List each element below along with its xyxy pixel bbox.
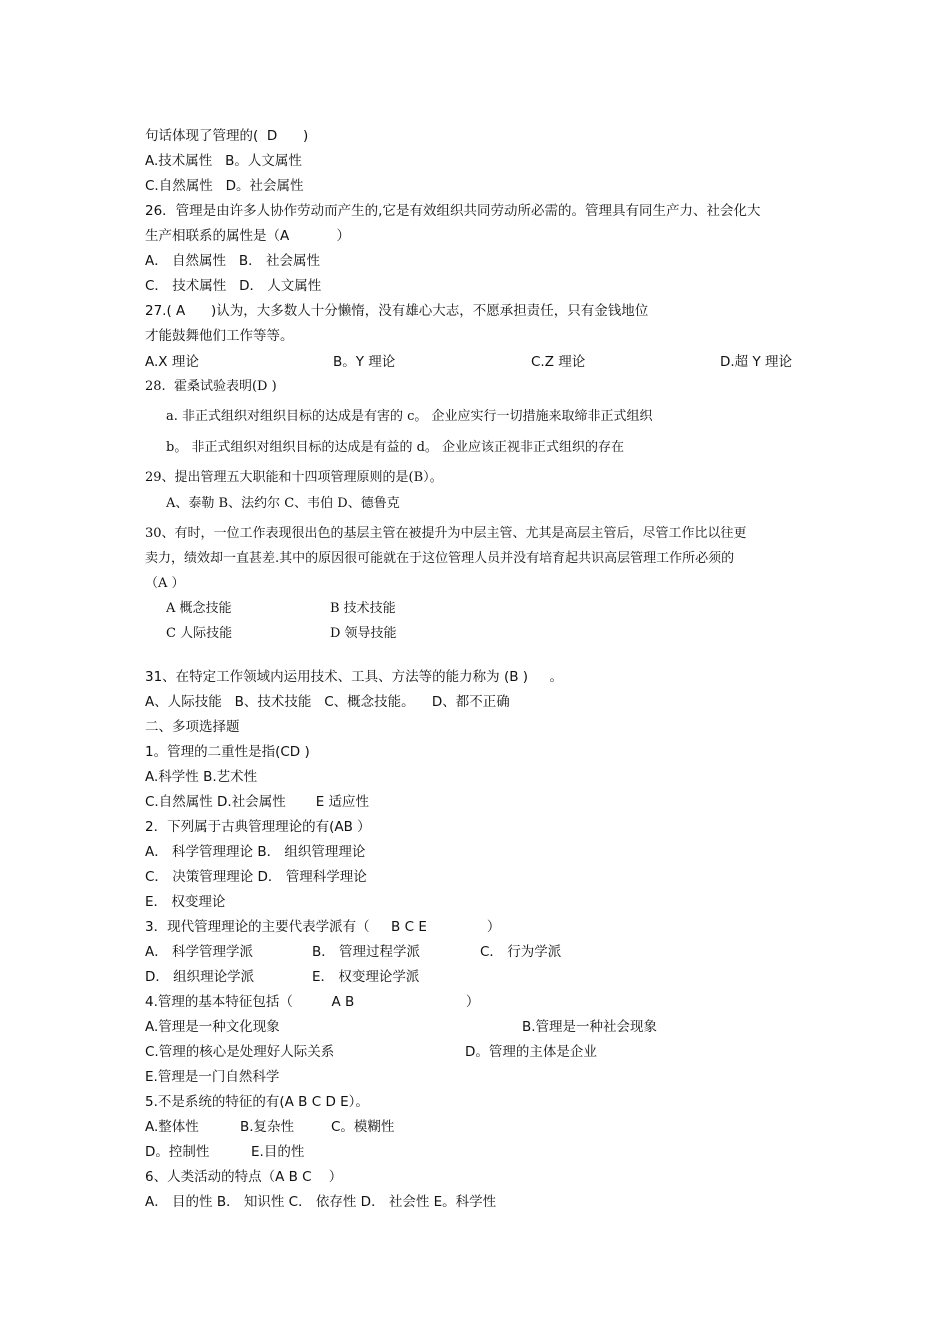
text-line: 26．管理是由许多人协作劳动而产生的,它是有效组织共同劳动所必需的。管理具有同生产力、社会化大 [145,203,761,219]
option-scientific-school: A． 科学管理学派 [145,944,254,960]
text-line: A． 自然属性 B． 社会属性 [145,253,320,269]
text-line: 27.( A )认为，大多数人十分懒惰，没有雄心大志，不愿承担责任，只有金钱地位 [145,303,649,319]
option-fuzziness: C。模糊性 [331,1119,395,1135]
text-line: 句话体现了管理的( D ) [145,128,309,144]
option-control: D。控制性 [145,1144,210,1160]
text-line: 2．下列属于古典管理理论的有(AB ） [145,819,371,835]
text-line: 才能鼓舞他们工作等等。 [145,328,294,344]
text-line: 生产相联系的属性是（A ） [145,228,350,244]
text-line: C.自然属性 D.社会属性 E 适应性 [145,794,370,810]
text-line: A． 目的性 B． 知识性 C． 依存性 D． 社会性 E。科学性 [145,1194,497,1210]
option-relations: C.管理的核心是处理好人际关系 [145,1044,335,1060]
text-line: A.技术属性 B。人文属性 [145,153,302,169]
option-z-theory: C.Z 理论 [531,354,586,370]
text-line: 5.不是系统的特征的有(A B C D E）。 [145,1094,369,1110]
text-line: 4.管理的基本特征包括（ A B ） [145,994,480,1010]
text-line: A． 科学管理理论 B． 组织管理理论 [145,844,366,860]
option-culture: A.管理是一种文化现象 [145,1019,280,1035]
text-line: 6、人类活动的特点（A B C ） [145,1169,343,1185]
option-super-y-theory: D.超 Y 理论 [720,354,793,370]
section-heading: 二、多项选择题 [145,719,240,735]
option-x-theory: A.X 理论 [145,354,199,370]
option-y-theory: B。Y 理论 [333,354,396,370]
option-process-school: B． 管理过程学派 [312,944,421,960]
option-leadership-skill: D 领导技能 [330,626,397,641]
text-line: A、人际技能 B、技术技能 C、概念技能。 D、都不正确 [145,694,510,710]
option-behavior-school: C． 行为学派 [480,944,562,960]
option-interpersonal-skill: C 人际技能 [166,626,233,641]
text-line: （A ） [145,576,185,591]
text-line: 30、有时，一位工作表现很出色的基层主管在被提升为中层主管、尤其是高层主管后，尽管工作比以往更 [145,526,747,541]
option-integrity: A.整体性 [145,1119,199,1135]
option-society: B.管理是一种社会现象 [522,1019,658,1035]
text-line: b。 非正式组织对组织目标的达成是有益的 d。 企业应该正视非正式组织的存在 [166,440,625,455]
option-subject: D。管理的主体是企业 [465,1044,597,1060]
text-line: 28. 霍桑试验表明(D ) [145,379,277,394]
text-line: A.科学性 B.艺术性 [145,769,258,785]
option-organization-school: D． 组织理论学派 [145,969,255,985]
text-line: E.管理是一门自然科学 [145,1069,280,1085]
option-contingency-school: E． 权变理论学派 [312,969,420,985]
option-technical-skill: B 技术技能 [330,601,396,616]
option-concept-skill: A 概念技能 [166,601,232,616]
option-complexity: B.复杂性 [240,1119,295,1135]
text-line: A、泰勒 B、法约尔 C、韦伯 D、德鲁克 [166,496,400,511]
text-line: 3．现代管理理论的主要代表学派有（ B C E ） [145,919,501,935]
text-line: 31、在特定工作领域内运用技术、工具、方法等的能力称为 (B ) 。 [145,669,564,685]
option-purpose: E.目的性 [251,1144,305,1160]
text-line: 29、提出管理五大职能和十四项管理原则的是(B）。 [145,470,443,485]
text-line: C． 技术属性 D． 人文属性 [145,278,322,294]
text-line: E． 权变理论 [145,894,226,910]
text-line: a. 非正式组织对组织目标的达成是有害的 c。 企业应实行一切措施来取缔非正式组织 [166,409,653,424]
text-line: 1。管理的二重性是指(CD ) [145,744,310,760]
text-line: C． 决策管理理论 D． 管理科学理论 [145,869,367,885]
text-line: C.自然属性 D。社会属性 [145,178,304,194]
text-line: 卖力，绩效却一直甚差.其中的原因很可能就在于这位管理人员并没有培育起共识高层管理工作所必须的 [145,551,735,566]
